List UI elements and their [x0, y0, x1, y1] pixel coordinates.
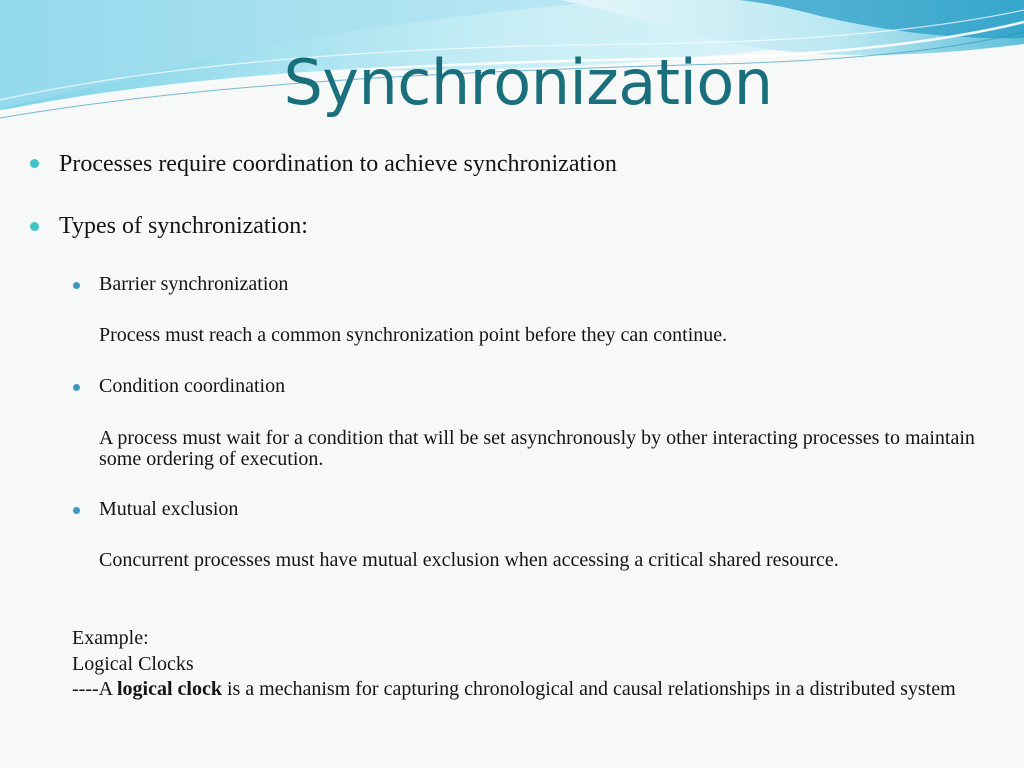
example-rest: is a mechanism for capturing chronological and causal relationships in a distributed system [221, 678, 956, 700]
example-term: logical clock [116, 678, 222, 700]
type-description-mutual-exclusion: Concurrent processes must have mutual exclusion when accessing a critical shared resource. [99, 549, 839, 571]
example-prefix: ----A [72, 678, 117, 700]
bullet-dot [30, 159, 39, 168]
type-name-condition: Condition coordination [99, 375, 286, 397]
bullet-dot [30, 222, 39, 231]
bullet-coordination: Processes require coordination to achieve synchronization [59, 151, 617, 177]
sub-bullet-dot [73, 282, 80, 289]
bullet-types-heading: Types of synchronization: [59, 213, 308, 239]
example-definition [72, 679, 979, 700]
type-description-condition: A process must wait for a condition that will be set asynchronously by other interacting processes to maintain some ordering of execution. [99, 427, 975, 470]
type-name-mutual-exclusion: Mutual exclusion [99, 498, 239, 520]
sub-bullet-dot [73, 384, 80, 391]
example-label: Example: [72, 627, 149, 649]
type-name-barrier: Barrier synchronization [99, 273, 289, 295]
type-description-barrier: Process must reach a common synchronization point before they can continue. [99, 324, 728, 346]
example-topic: Logical Clocks [72, 653, 194, 675]
slide-title: Synchronization [283, 46, 773, 119]
sub-bullet-dot [73, 507, 80, 514]
